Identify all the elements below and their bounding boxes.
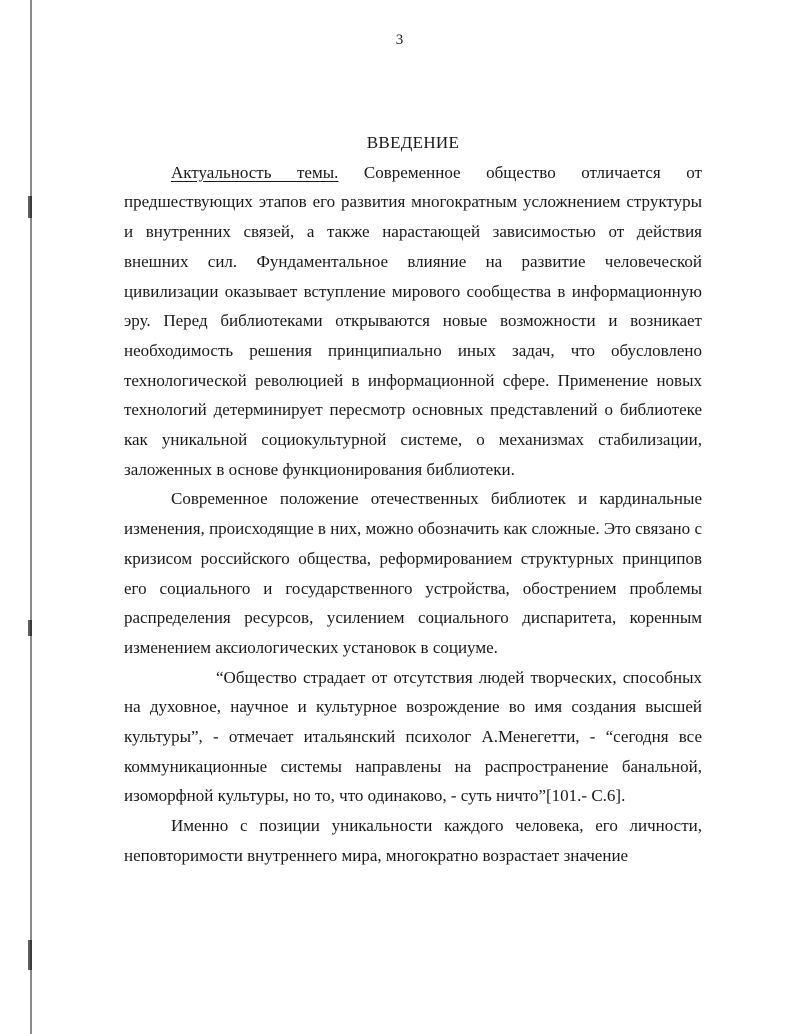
paragraph-quote: “Общество страдает от отсутствия людей творческих, способных на духовное, научное и культурное возрождение во имя создания высшей культуры”, - отмечает итальянский психолог А.Менегетти, - “сегодня все коммуникационные системы направлены на распространение банальной, изоморфной культуры, но то, что одинаково, - суть ничто”[101.- С.6]. (124, 667, 702, 806)
section-heading: ВВЕДЕНИЕ (366, 133, 460, 152)
paragraph-uniqueness: Именно с позиции уникальности каждого человека, его личности, неповторимости внутреннего мира, многократно возрастает значение (124, 816, 702, 865)
document-body (124, 128, 702, 871)
page-number: 3 (395, 32, 404, 48)
paragraph-current-state: Современное положение отечественных библиотек и кардинальные изменения, происходящие в них, можно обозначить как сложные. Это связано с кризисом российского общества, реформированием структурных принципов его социального и государственного устройства, обострением проблемы распределения ресурсов, усилением социального диспаритета, коренным изменением аксиологических установок в социуме. (124, 489, 702, 657)
scan-edge-mark (28, 620, 32, 636)
paragraph-relevance (124, 158, 702, 485)
scan-edge (30, 0, 32, 1034)
paragraph-text: Современное общество отличается от предшествующих этапов его развития многократным усложнением структуры и внутренних связей, а также нарастающей зависимостью от действия внешних сил. Фундаментальное влияние на развитие человеческой цивилизации оказывает вступление мирового сообщества в информационную эру. Перед библиотеками открываются новые возможности и возникает необходимость решения принципиально иных задач, что обусловлено технологической революцией в информационной сфере. Применение новых технологий детерминирует пересмотр основных представлений о библиотеке как уникальной социокультурной системе, о механизмах стабилизации, заложенных в основе функционирования библиотеки. (124, 162, 702, 479)
scan-edge-mark (28, 940, 32, 970)
paragraph-lead-relevance: Актуальность темы. (171, 162, 339, 182)
scan-edge-mark (28, 196, 32, 218)
